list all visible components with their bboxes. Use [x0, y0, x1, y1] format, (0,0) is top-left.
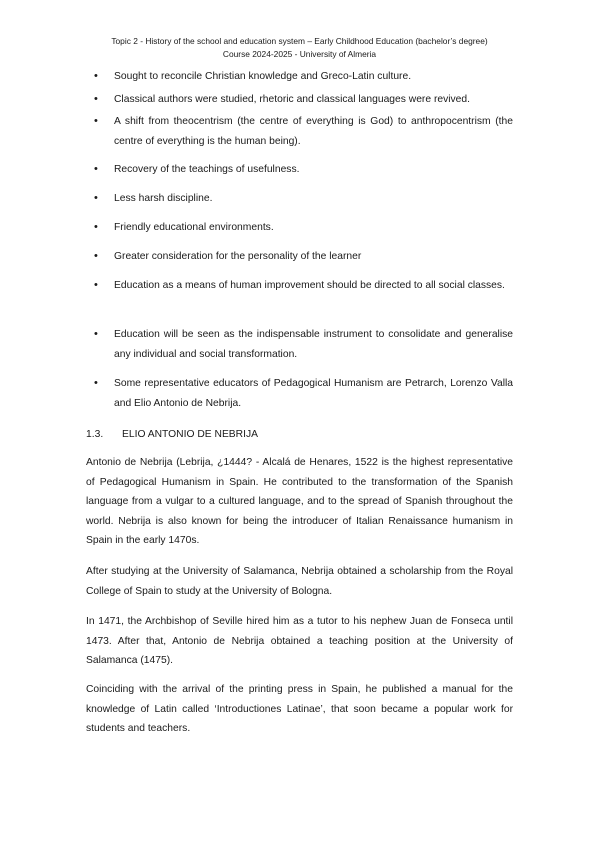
- bullet-dot-icon: •: [94, 163, 98, 175]
- bullet-item: [86, 160, 513, 180]
- section-title: ELIO ANTONIO DE NEBRIJA: [122, 429, 258, 440]
- paragraph: [86, 680, 513, 739]
- bullet-item: [86, 67, 513, 87]
- bullet-dot-icon: •: [94, 115, 98, 127]
- paragraph-line: Coinciding with the arrival of the printing press in Spain, he published a manual for the: [86, 684, 513, 695]
- paragraph-line: Antonio de Nebrija (Lebrija, ¿1444? - Alcalá de Henares, 1522 is the highest representative: [86, 457, 513, 468]
- bullet-text: Recovery of the teachings of usefulness.: [114, 164, 300, 175]
- paragraph-line: students and teachers.: [86, 723, 191, 734]
- bullet-item: [86, 247, 513, 267]
- paragraph-line: Salamanca (1475).: [86, 655, 174, 666]
- bullet-text: Greater consideration for the personality of the learner: [114, 251, 362, 262]
- bullet-text: Classical authors were studied, rhetoric and classical languages were revived.: [114, 94, 470, 105]
- bullet-dot-icon: •: [94, 377, 98, 389]
- bullet-text: Less harsh discipline.: [114, 193, 213, 204]
- header-line-2: Course 2024-2025 - University of Almeria: [222, 48, 377, 59]
- paragraph-line: College of Spain to study at the University of Bologna.: [86, 585, 333, 597]
- bullet-item: [86, 276, 513, 296]
- bullet-text: A shift from theocentrism (the centre of everything is God) to anthropocentrism (the centre of everything is the human being).: [114, 116, 513, 147]
- bullet-text: Education as a means of human improvement should be directed to all social classes.: [114, 280, 505, 291]
- header-line-1: Topic 2 - History of the school and education system – Early Childhood Education (bachelor’s degree): [111, 36, 488, 46]
- bullet-text: Some representative educators of Pedagogical Humanism are Petrarch, Lorenzo Valla and Elio Antonio de Nebrija.: [114, 378, 513, 409]
- bullet-dot-icon: •: [94, 279, 98, 291]
- paragraph-line: of Pedagogical Humanism in Spain. He contributed to the transformation of the Spanish: [86, 476, 513, 488]
- paragraph-line: After studying at the University of Salamanca, Nebrija obtained a scholarship from the Royal: [86, 566, 513, 577]
- section-heading: [86, 427, 258, 443]
- bullet-item: [86, 189, 513, 209]
- bullet-dot-icon: •: [94, 93, 98, 105]
- bullet-text: Friendly educational environments.: [114, 222, 274, 233]
- bullet-dot-icon: •: [94, 221, 98, 233]
- paragraph-line: 1473. After that, Antonio de Nebrija obtained a teaching position at the University of: [86, 635, 513, 647]
- bullet-text: Sought to reconcile Christian knowledge and Greco-Latin culture.: [114, 71, 412, 82]
- paragraph: [86, 453, 513, 551]
- paragraph-line: Spain in the early 1470s.: [86, 535, 200, 546]
- bullet-item: [86, 218, 513, 238]
- section-number: 1.3.: [86, 429, 104, 440]
- bullet-item: [86, 374, 513, 413]
- paragraph-line: world. Nebrija is also known for being the introducer of Italian Renaissance humanism in: [86, 515, 513, 527]
- paragraph: [86, 612, 513, 671]
- bullet-text: Education will be seen as the indispensable instrument to consolidate and generalise any individual and social transformation.: [114, 329, 513, 360]
- page-header: [0, 35, 599, 60]
- bullet-item: [86, 112, 513, 151]
- paragraph-line: In 1471, the Archbishop of Seville hired him as a tutor to his nephew Juan de Fonseca until: [86, 616, 513, 627]
- bullet-dot-icon: •: [94, 328, 98, 340]
- bullet-dot-icon: •: [94, 250, 98, 262]
- paragraph: [86, 562, 513, 601]
- bullet-item: [86, 90, 513, 110]
- bullet-dot-icon: •: [94, 192, 98, 204]
- paragraph-line: language from a vulgar to a cultured language, and to the spread of Spanish throughout the: [86, 496, 513, 507]
- bullet-dot-icon: •: [94, 70, 98, 82]
- paragraph-line: knowledge of Latin called ‘Introductiones Latinae’, that soon became a popular work for: [86, 703, 513, 715]
- bullet-item: [86, 325, 513, 364]
